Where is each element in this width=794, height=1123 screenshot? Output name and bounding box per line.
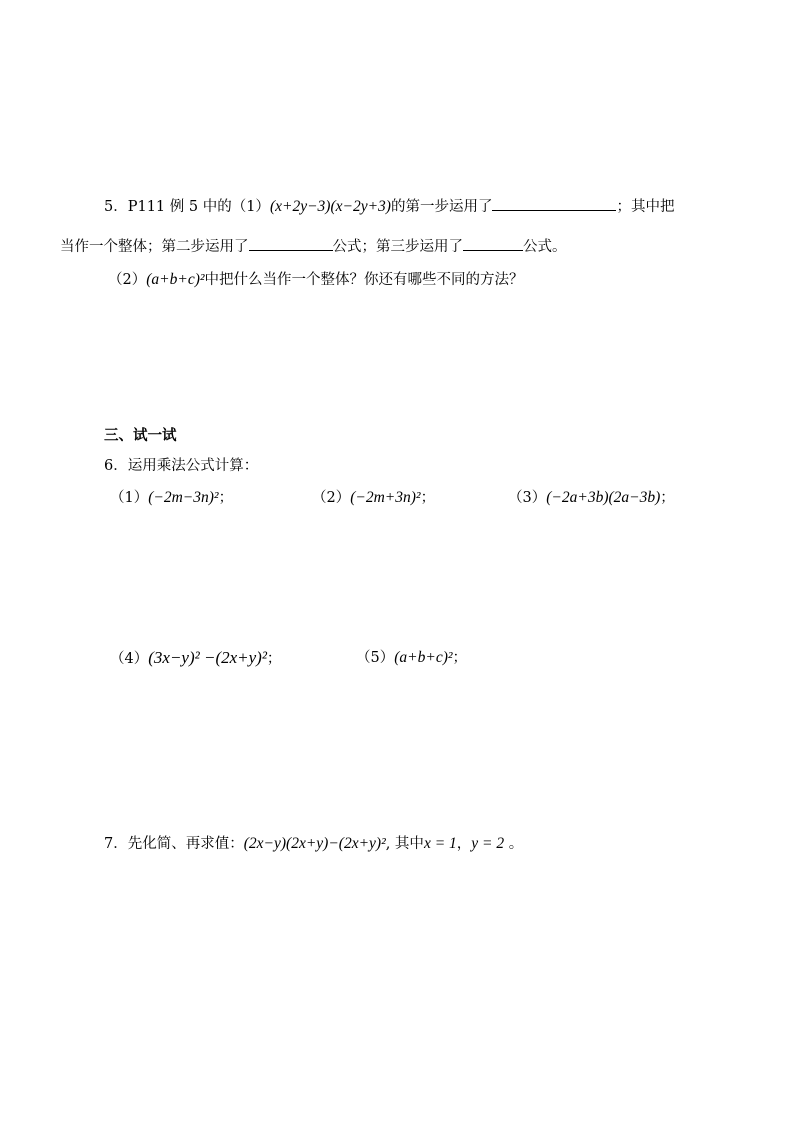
q6-item-1-expression: (−2m−3n)² [148, 489, 219, 506]
q6-item-2-number: （2） [312, 490, 351, 506]
q5-expression-2: (a+b+c)² [146, 271, 205, 288]
q6-item-2-expression: (−2m+3n)² [350, 489, 421, 506]
q5-blank-3[interactable] [463, 236, 523, 251]
q6-item-5 [356, 648, 467, 668]
q7-prefix: 7．先化简、再求值： [104, 836, 244, 852]
q5-sub2-number: （2） [108, 272, 147, 288]
q5-blank-2[interactable] [249, 236, 333, 251]
q6-item-2 [312, 488, 435, 508]
q6-item-4-end: ； [266, 651, 282, 667]
section-title-text: 三、试一试 [104, 427, 177, 444]
q6-title-text: 6．运用乘法公式计算： [104, 458, 259, 474]
q5-expression-1: (x+2y−3)(x−2y+3) [269, 198, 391, 215]
q6-item-5-expression: (a+b+c)² [394, 649, 453, 666]
q5-blank-1[interactable] [492, 196, 616, 211]
q5-line-1 [104, 196, 674, 217]
q6-item-1-end: ； [218, 490, 234, 506]
q7-end: 。 [504, 836, 524, 852]
q7-separator: ， [456, 836, 472, 852]
q6-item-1-number: （1） [110, 490, 149, 506]
q5-text-formula-end: 公式。 [523, 239, 567, 255]
q7-where: , 其中 [385, 836, 424, 852]
q5-text-third-step: 公式；第三步运用了 [332, 239, 463, 255]
q5-sub2-question: 中把什么当作一个整体？你还有哪些不同的方法？ [204, 272, 524, 288]
q5-text-first-step: 的第一步运用了 [390, 199, 493, 215]
q6-title [104, 456, 258, 476]
q6-item-3-expression: (−2a+3b)(2a−3b) [546, 489, 661, 506]
section-title [104, 426, 177, 446]
q6-item-1 [110, 488, 233, 508]
q5-line-3 [108, 270, 524, 290]
q6-item-4-expression: (3x−y)² −(2x+y)² [148, 648, 267, 667]
q7-line [104, 834, 523, 854]
q6-item-4-number: （4） [110, 651, 149, 667]
q6-item-3-number: （3） [508, 490, 547, 506]
q6-item-2-end: ； [420, 490, 436, 506]
q6-item-3-end: ； [660, 490, 675, 506]
q6-item-5-end: ； [452, 650, 468, 666]
q6-item-3 [508, 488, 675, 508]
q7-condition-y: y = 2 [471, 835, 505, 852]
q5-prefix: 5．P111 例 5 中的（1） [104, 199, 270, 215]
q5-text-whole: ；其中把 [616, 199, 675, 215]
q5-line-2 [60, 236, 567, 257]
q7-expression: (2x−y)(2x+y)−(2x+y)² [243, 835, 386, 852]
q6-item-4 [110, 648, 281, 669]
q7-condition-x: x = 1 [423, 835, 457, 852]
q5-text-second-step: 当作一个整体；第二步运用了 [60, 239, 249, 255]
q6-item-5-number: （5） [356, 650, 395, 666]
